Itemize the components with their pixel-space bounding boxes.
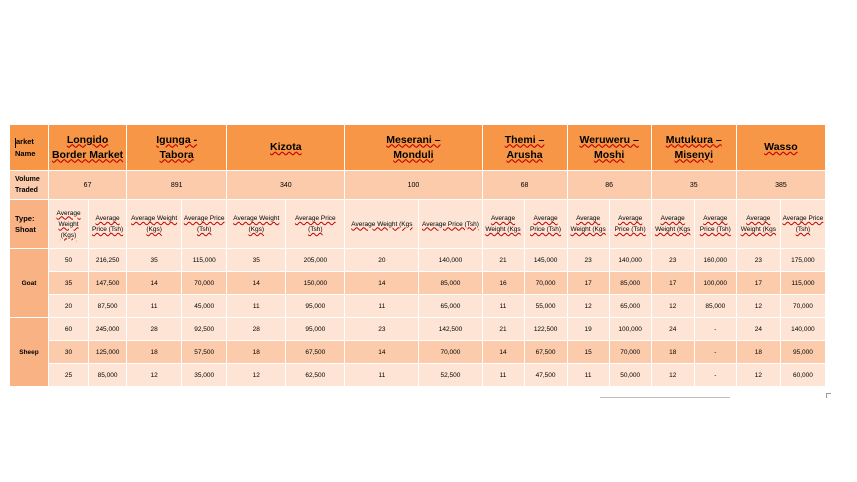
weight-cell: 19 bbox=[567, 318, 609, 341]
price-cell: 140,000 bbox=[609, 249, 651, 272]
price-cell: 150,000 bbox=[286, 272, 345, 295]
weight-cell: 21 bbox=[482, 318, 524, 341]
price-cell: 55,000 bbox=[524, 295, 567, 318]
market-region-line: Border Market bbox=[51, 148, 124, 161]
price-cell: 70,000 bbox=[182, 272, 227, 295]
volume-cell: 86 bbox=[567, 171, 651, 200]
price-cell: 115,000 bbox=[182, 249, 227, 272]
price-cell: - bbox=[694, 318, 736, 341]
price-cell: 60,000 bbox=[780, 364, 825, 387]
weight-cell: 60 bbox=[49, 318, 89, 341]
price-cell: 95,000 bbox=[780, 341, 825, 364]
market-name-line: Longido bbox=[66, 133, 109, 146]
weight-cell: 23 bbox=[345, 318, 419, 341]
avg-weight-header: Average Weight (Kgs) bbox=[49, 200, 89, 249]
weight-cell: 20 bbox=[49, 295, 89, 318]
price-cell: 95,000 bbox=[286, 295, 345, 318]
market-name-line: Meserani – bbox=[386, 133, 441, 146]
price-cell: 160,000 bbox=[694, 249, 736, 272]
weight-cell: 14 bbox=[227, 272, 286, 295]
weight-cell: 16 bbox=[482, 272, 524, 295]
volume-cell: 68 bbox=[482, 171, 567, 200]
price-cell: 70,000 bbox=[609, 341, 651, 364]
weight-cell: 28 bbox=[227, 318, 286, 341]
weight-cell: 12 bbox=[651, 295, 694, 318]
weight-cell: 12 bbox=[227, 364, 286, 387]
weight-cell: 11 bbox=[567, 364, 609, 387]
weight-cell: 17 bbox=[567, 272, 609, 295]
avg-price-header: Average Price (Tsh) bbox=[419, 200, 482, 249]
price-cell: 70,000 bbox=[524, 272, 567, 295]
weight-cell: 12 bbox=[736, 295, 780, 318]
weight-cell: 15 bbox=[567, 341, 609, 364]
market-region-line: Monduli bbox=[393, 148, 434, 161]
market-name-cell bbox=[482, 125, 567, 171]
weight-cell: 35 bbox=[49, 272, 89, 295]
price-cell: 70,000 bbox=[780, 295, 825, 318]
avg-weight-header: Average Weight (Kgs) bbox=[227, 200, 286, 249]
weight-cell: 28 bbox=[127, 318, 182, 341]
price-cell: 65,000 bbox=[609, 295, 651, 318]
price-cell: 47,500 bbox=[524, 364, 567, 387]
market-name-cell bbox=[345, 125, 482, 171]
weight-cell: 11 bbox=[227, 295, 286, 318]
market-name-label: arket Name bbox=[10, 125, 49, 171]
weight-cell: 18 bbox=[651, 341, 694, 364]
price-cell: 115,000 bbox=[780, 272, 825, 295]
avg-weight-header: Average Weight (Kgs bbox=[567, 200, 609, 249]
weight-cell: 14 bbox=[345, 272, 419, 295]
price-cell: 100,000 bbox=[694, 272, 736, 295]
volume-traded-row bbox=[10, 171, 826, 200]
price-cell: 175,000 bbox=[780, 249, 825, 272]
price-cell: 70,000 bbox=[419, 341, 482, 364]
price-cell: 85,000 bbox=[419, 272, 482, 295]
market-name-line: Weruweru – bbox=[579, 133, 639, 146]
page-corner-mark bbox=[826, 393, 831, 398]
market-region-line: Moshi bbox=[593, 148, 625, 161]
avg-weight-header: Average Weight (Kgs bbox=[345, 200, 419, 249]
weight-cell: 11 bbox=[345, 364, 419, 387]
market-name-cell bbox=[227, 125, 345, 171]
weight-cell: 11 bbox=[345, 295, 419, 318]
market-name-line: Themi – bbox=[504, 133, 545, 146]
price-cell: 95,000 bbox=[286, 318, 345, 341]
weight-cell: 21 bbox=[482, 249, 524, 272]
avg-price-header: Average Price (Tsh) bbox=[182, 200, 227, 249]
weight-cell: 18 bbox=[736, 341, 780, 364]
avg-weight-header: Average Weight (Kgs bbox=[482, 200, 524, 249]
weight-cell: 11 bbox=[482, 295, 524, 318]
weight-cell: 14 bbox=[345, 341, 419, 364]
animal-label: Sheep bbox=[10, 318, 49, 387]
price-cell: 62,500 bbox=[286, 364, 345, 387]
avg-price-header: Average Price (Tsh) bbox=[780, 200, 825, 249]
price-cell: 50,000 bbox=[609, 364, 651, 387]
weight-cell: 14 bbox=[127, 272, 182, 295]
weight-cell: 50 bbox=[49, 249, 89, 272]
weight-cell: 17 bbox=[651, 272, 694, 295]
market-region-line: Arusha bbox=[506, 148, 543, 161]
market-name-line: Mutukura – bbox=[665, 133, 722, 146]
weight-cell: 23 bbox=[736, 249, 780, 272]
weight-cell: 23 bbox=[651, 249, 694, 272]
avg-price-header: Average Price (Tsh) bbox=[524, 200, 567, 249]
weight-cell: 20 bbox=[345, 249, 419, 272]
type-shoat-label: Type: Shoat bbox=[10, 200, 49, 249]
weight-cell: 24 bbox=[736, 318, 780, 341]
table-row bbox=[10, 272, 826, 295]
table-row bbox=[10, 295, 826, 318]
weight-cell: 18 bbox=[227, 341, 286, 364]
price-cell: 65,000 bbox=[419, 295, 482, 318]
price-cell: 57,500 bbox=[182, 341, 227, 364]
price-cell: 45,000 bbox=[182, 295, 227, 318]
weight-cell: 12 bbox=[127, 364, 182, 387]
price-cell: 245,000 bbox=[89, 318, 127, 341]
market-name-row bbox=[10, 125, 826, 171]
footer-divider bbox=[600, 397, 730, 398]
avg-price-header: Average Price (Tsh) bbox=[286, 200, 345, 249]
market-name-line: Kizota bbox=[270, 141, 302, 153]
avg-weight-header: Average Weight (Kgs) bbox=[127, 200, 182, 249]
price-cell: 67,500 bbox=[524, 341, 567, 364]
price-cell: 140,000 bbox=[419, 249, 482, 272]
price-cell: 85,000 bbox=[609, 272, 651, 295]
volume-traded-label: Volume Traded bbox=[10, 171, 49, 200]
weight-cell: 18 bbox=[127, 341, 182, 364]
weight-cell: 35 bbox=[127, 249, 182, 272]
table-row bbox=[10, 249, 826, 272]
weight-cell: 12 bbox=[651, 364, 694, 387]
table-row bbox=[10, 318, 826, 341]
price-cell: - bbox=[694, 364, 736, 387]
price-cell: 147,500 bbox=[89, 272, 127, 295]
price-cell: 52,500 bbox=[419, 364, 482, 387]
market-name-line: Igunga - bbox=[156, 133, 198, 146]
volume-cell: 67 bbox=[49, 171, 127, 200]
price-cell: 142,500 bbox=[419, 318, 482, 341]
avg-price-header: Average Price (Tsh) bbox=[89, 200, 127, 249]
market-name-line: Wasso bbox=[764, 141, 798, 153]
price-cell: 85,000 bbox=[694, 295, 736, 318]
market-name-cell bbox=[567, 125, 651, 171]
market-name-cell bbox=[651, 125, 736, 171]
weight-cell: 25 bbox=[49, 364, 89, 387]
animal-label: Goat bbox=[10, 249, 49, 318]
market-region-line: Tabora bbox=[159, 148, 194, 161]
price-cell: 145,000 bbox=[524, 249, 567, 272]
weight-cell: 14 bbox=[482, 341, 524, 364]
weight-cell: 12 bbox=[736, 364, 780, 387]
avg-price-header: Average Price (Tsh) bbox=[694, 200, 736, 249]
market-name-cell bbox=[736, 125, 825, 171]
weight-cell: 30 bbox=[49, 341, 89, 364]
avg-weight-header: Average Weight (Kgs bbox=[651, 200, 694, 249]
weight-cell: 35 bbox=[227, 249, 286, 272]
weight-cell: 23 bbox=[567, 249, 609, 272]
volume-cell: 891 bbox=[127, 171, 227, 200]
weight-cell: 11 bbox=[482, 364, 524, 387]
market-price-table bbox=[9, 124, 826, 387]
price-cell: 205,000 bbox=[286, 249, 345, 272]
table-row bbox=[10, 364, 826, 387]
avg-weight-header: Average Weight (Kgs bbox=[736, 200, 780, 249]
price-cell: 67,500 bbox=[286, 341, 345, 364]
volume-cell: 100 bbox=[345, 171, 482, 200]
price-cell: 122,500 bbox=[524, 318, 567, 341]
volume-cell: 340 bbox=[227, 171, 345, 200]
price-cell: 35,000 bbox=[182, 364, 227, 387]
price-cell: 85,000 bbox=[89, 364, 127, 387]
price-cell: 92,500 bbox=[182, 318, 227, 341]
weight-cell: 24 bbox=[651, 318, 694, 341]
avg-price-header: Average Price (Tsh) bbox=[609, 200, 651, 249]
volume-cell: 385 bbox=[736, 171, 825, 200]
weight-cell: 11 bbox=[127, 295, 182, 318]
volume-cell: 35 bbox=[651, 171, 736, 200]
price-cell: 140,000 bbox=[780, 318, 825, 341]
price-cell: - bbox=[694, 341, 736, 364]
price-cell: 87,500 bbox=[89, 295, 127, 318]
type-header-row bbox=[10, 200, 826, 249]
market-name-cell bbox=[127, 125, 227, 171]
market-region-line: Misenyi bbox=[674, 148, 714, 161]
table-row bbox=[10, 341, 826, 364]
price-cell: 216,250 bbox=[89, 249, 127, 272]
price-cell: 100,000 bbox=[609, 318, 651, 341]
price-cell: 125,000 bbox=[89, 341, 127, 364]
weight-cell: 12 bbox=[567, 295, 609, 318]
market-name-cell bbox=[49, 125, 127, 171]
weight-cell: 17 bbox=[736, 272, 780, 295]
